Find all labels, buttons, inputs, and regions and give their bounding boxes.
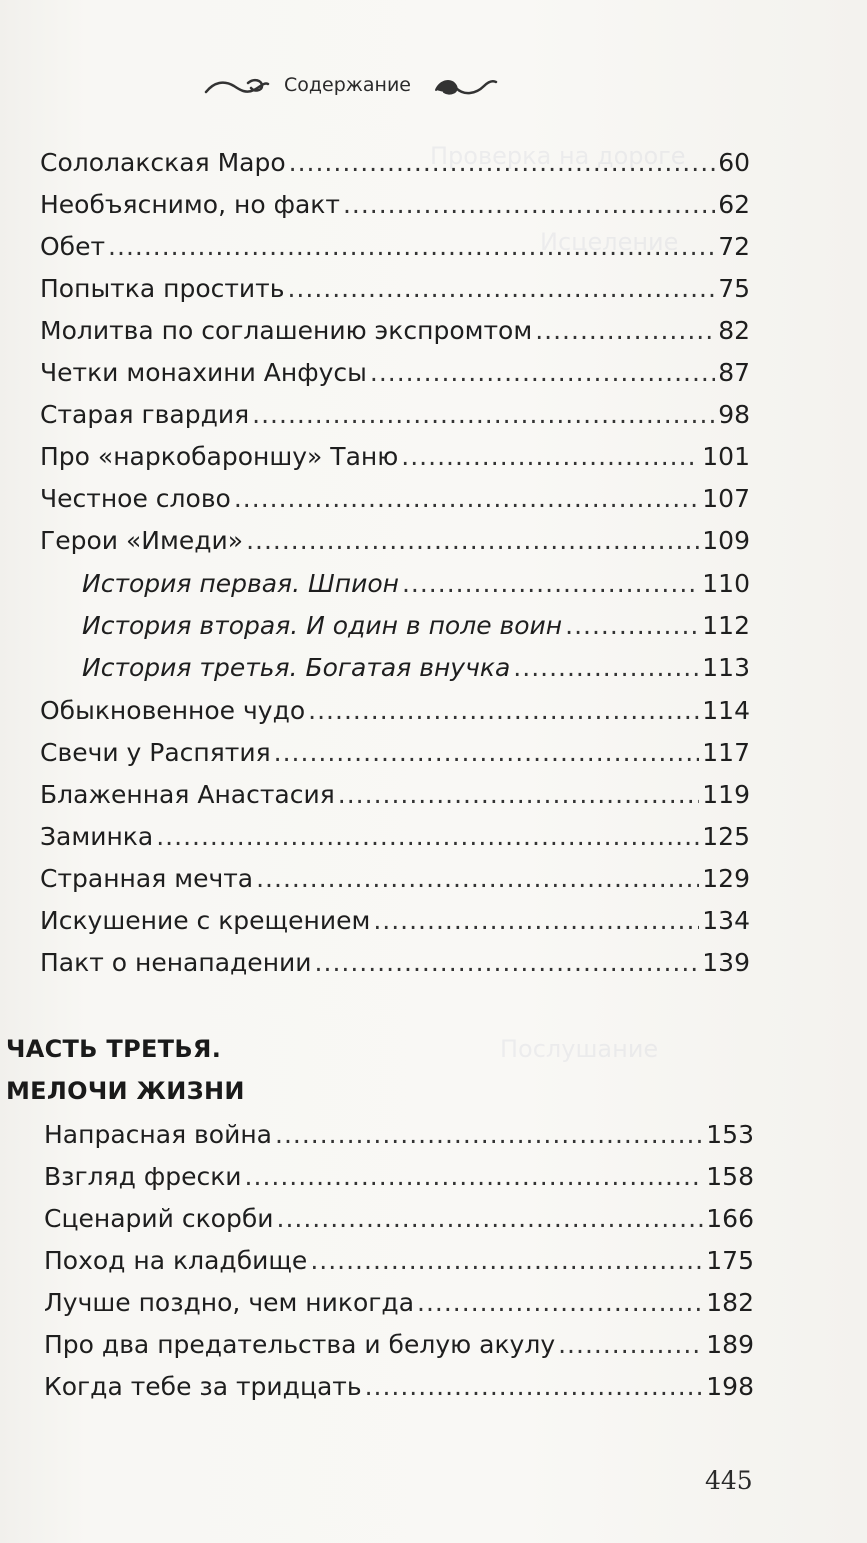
toc-leader bbox=[373, 904, 699, 938]
toc-leader bbox=[310, 1244, 703, 1278]
toc-entry-page: 189 bbox=[706, 1330, 754, 1359]
toc-entry-title: Заминка bbox=[40, 822, 154, 851]
toc-entry-title: Попытка простить bbox=[40, 274, 285, 303]
show-through-text: Проверка на дороге bbox=[430, 142, 686, 170]
toc-leader bbox=[558, 1328, 703, 1362]
toc-entry-page: 72 bbox=[718, 232, 750, 261]
toc-entry-title: Искушение с крещением bbox=[40, 906, 371, 935]
toc-entry-page: 107 bbox=[702, 484, 750, 513]
toc-leader bbox=[275, 1118, 703, 1152]
toc-entry-page: 113 bbox=[702, 653, 750, 682]
toc-entry-title: Странная мечта bbox=[40, 864, 254, 893]
toc-subentry bbox=[82, 567, 750, 601]
toc-entry-page: 109 bbox=[702, 526, 750, 555]
toc-entry-title: Сололакская Маро bbox=[40, 148, 286, 177]
toc-entry-title: Лучше поздно, чем никогда bbox=[44, 1288, 415, 1317]
toc-entry-title: Сценарий скорби bbox=[44, 1204, 274, 1233]
toc-entry-page: 87 bbox=[718, 358, 750, 387]
toc-entry-page: 158 bbox=[706, 1162, 754, 1191]
toc-entry-title: Свечи у Распятия bbox=[40, 738, 271, 767]
toc-entry-page: 182 bbox=[706, 1288, 754, 1317]
ornament-left-icon bbox=[204, 74, 270, 100]
toc-entry bbox=[44, 1286, 754, 1320]
toc-entry bbox=[40, 820, 750, 854]
toc-entry-page: 139 bbox=[702, 948, 750, 977]
toc-leader bbox=[289, 146, 716, 180]
toc-entry-page: 175 bbox=[706, 1246, 754, 1275]
toc-entry bbox=[44, 1244, 754, 1278]
toc-leader bbox=[401, 440, 699, 474]
toc-entry bbox=[44, 1202, 754, 1236]
toc-leader bbox=[402, 567, 699, 601]
show-through-text: Исцеление bbox=[540, 228, 679, 256]
toc-entry bbox=[40, 272, 750, 306]
toc-leader bbox=[277, 1202, 704, 1236]
toc-entry bbox=[44, 1370, 754, 1404]
toc-leader bbox=[365, 1370, 704, 1404]
toc-entry-title: Честное слово bbox=[40, 484, 231, 513]
toc-entry-title: История вторая. И один в поле воин bbox=[82, 611, 563, 640]
toc-entry-page: 62 bbox=[718, 190, 750, 219]
toc-entry-page: 60 bbox=[718, 148, 750, 177]
toc-entry-page: 119 bbox=[702, 780, 750, 809]
toc-leader bbox=[417, 1286, 703, 1320]
toc-entry-page: 82 bbox=[718, 316, 750, 345]
toc-leader bbox=[287, 272, 715, 306]
toc-entry-title: Четки монахини Анфусы bbox=[40, 358, 367, 387]
toc-leader bbox=[108, 230, 715, 264]
toc-leader bbox=[315, 946, 700, 980]
toc-entry-title: Блаженная Анастасия bbox=[40, 780, 335, 809]
toc-entry bbox=[40, 524, 750, 558]
toc-leader bbox=[234, 482, 699, 516]
toc-entry-title: История третья. Богатая внучка bbox=[82, 653, 511, 682]
toc-entry-title: Пакт о ненападении bbox=[40, 948, 312, 977]
toc-entry-title: Обыкновенное чудо bbox=[40, 696, 306, 725]
toc-leader bbox=[338, 778, 700, 812]
toc-leader bbox=[513, 651, 699, 685]
toc-entry bbox=[44, 1160, 754, 1194]
toc-entry-title: Взгляд фрески bbox=[44, 1162, 242, 1191]
toc-entry-page: 153 bbox=[706, 1120, 754, 1149]
toc-entry-title: Герои «Имеди» bbox=[40, 526, 244, 555]
page-number: 445 bbox=[705, 1466, 753, 1495]
toc-entry-page: 101 bbox=[702, 442, 750, 471]
toc-entry-title: Необъяснимо, но факт bbox=[40, 190, 340, 219]
part-heading-line1: ЧАСТЬ ТРЕТЬЯ. bbox=[6, 1035, 222, 1063]
toc-entry-title: Когда тебе за тридцать bbox=[44, 1372, 362, 1401]
toc-subentry bbox=[82, 651, 750, 685]
toc-entry-title: Про два предательства и белую акулу bbox=[44, 1330, 556, 1359]
toc-leader bbox=[308, 694, 699, 728]
show-through-text: Послушание bbox=[500, 1035, 659, 1063]
ornament-right-icon bbox=[432, 72, 498, 100]
toc-entry-page: 198 bbox=[706, 1372, 754, 1401]
toc-leader bbox=[252, 398, 715, 432]
toc-entry-title: Напрасная война bbox=[44, 1120, 272, 1149]
toc-entry bbox=[40, 146, 750, 180]
toc-entry bbox=[40, 230, 750, 264]
toc-entry-title: История первая. Шпион bbox=[82, 569, 399, 598]
toc-leader bbox=[370, 356, 715, 390]
toc-entry-page: 129 bbox=[702, 864, 750, 893]
toc-leader bbox=[245, 1160, 704, 1194]
toc-entry-page: 117 bbox=[702, 738, 750, 767]
toc-entry bbox=[40, 946, 750, 980]
toc-entry bbox=[40, 188, 750, 222]
toc-entry bbox=[40, 904, 750, 938]
toc-entry bbox=[40, 356, 750, 390]
toc-entry-page: 134 bbox=[702, 906, 750, 935]
toc-entry bbox=[44, 1328, 754, 1362]
toc-leader bbox=[535, 314, 715, 348]
toc-entry bbox=[40, 440, 750, 474]
toc-entry-title: Поход на кладбище bbox=[44, 1246, 308, 1275]
toc-entry-page: 125 bbox=[702, 822, 750, 851]
toc-entry bbox=[40, 736, 750, 770]
toc-entry bbox=[44, 1118, 754, 1152]
part-heading-line2: МЕЛОЧИ ЖИЗНИ bbox=[6, 1077, 245, 1105]
running-header bbox=[0, 66, 867, 106]
toc-leader bbox=[156, 820, 699, 854]
toc-entry bbox=[40, 482, 750, 516]
toc-entry-page: 75 bbox=[718, 274, 750, 303]
toc-entry-title: Обет bbox=[40, 232, 106, 261]
toc-entry bbox=[40, 778, 750, 812]
toc-subentry bbox=[82, 609, 750, 643]
toc-entry bbox=[40, 862, 750, 896]
toc-entry bbox=[40, 398, 750, 432]
toc-leader bbox=[274, 736, 700, 770]
toc-leader bbox=[565, 609, 699, 643]
toc-entry-page: 110 bbox=[702, 569, 750, 598]
toc-entry-title: Молитва по соглашению экспромтом bbox=[40, 316, 533, 345]
toc-entry bbox=[40, 314, 750, 348]
toc-leader bbox=[246, 524, 699, 558]
toc-entry-title: Старая гвардия bbox=[40, 400, 250, 429]
toc-entry-page: 98 bbox=[718, 400, 750, 429]
toc-leader bbox=[256, 862, 699, 896]
toc-entry-page: 112 bbox=[702, 611, 750, 640]
toc-entry-title: Про «наркобароншу» Таню bbox=[40, 442, 399, 471]
toc-entry-page: 114 bbox=[702, 696, 750, 725]
toc-leader bbox=[343, 188, 715, 222]
toc-entry bbox=[40, 694, 750, 728]
header-title: Содержание bbox=[284, 74, 411, 96]
toc-entry-page: 166 bbox=[706, 1204, 754, 1233]
